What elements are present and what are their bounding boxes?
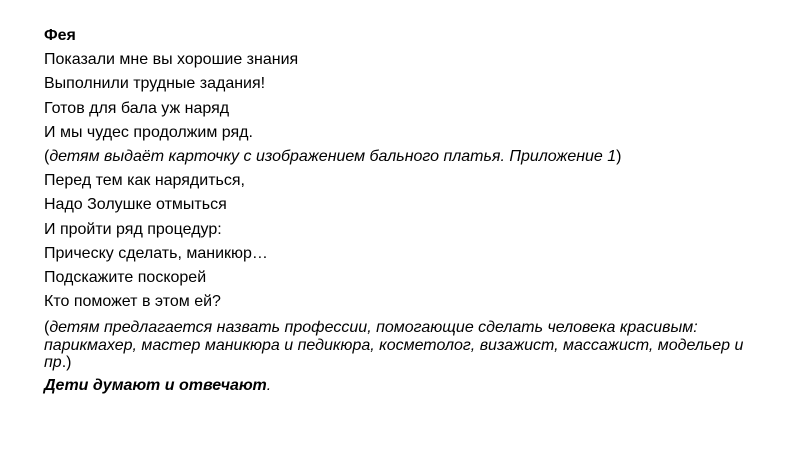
verse-line: Надо Золушке отмыться [44, 196, 227, 214]
verse-line: Показали мне вы хорошие знания [44, 51, 299, 69]
stage-direction-1 [44, 145, 764, 169]
verse-line: Готов для бала уж наряд [44, 99, 230, 117]
paren-close: .) [61, 354, 72, 372]
conclusion-line [44, 374, 764, 398]
conclusion-period: . [266, 377, 272, 395]
verse-line: Кто поможет в этом ей? [44, 293, 221, 311]
verse-line: Перед тем как нарядиться, [44, 172, 245, 190]
paren-open: ( [44, 319, 50, 337]
speaker-name: Фея [44, 27, 76, 44]
stage-direction-2 [44, 314, 764, 374]
verse-line: Прическу сделать, маникюр… [44, 244, 268, 262]
conclusion-text: Дети думают и отвечают [44, 377, 267, 395]
stage-direction-text: детям выдаёт карточку с изображением бального платья. Приложение 1 [49, 147, 617, 165]
verse-line: И пройти ряд процедур: [44, 220, 222, 238]
verse-line: И мы чудес продолжим ряд. [44, 123, 253, 141]
stage-direction-text: детям предлагается назвать профессии, помогающие сделать человека красивым: парикмахер, мастер маникюра и педикюра, косметолог, визажист, массажист, модельер и пр [44, 319, 744, 372]
verse-line: Выполнили трудные задания! [44, 75, 266, 93]
paren-close: ) [616, 147, 622, 165]
text-block [44, 24, 764, 398]
paren-open: ( [44, 147, 50, 165]
verse-line: Подскажите поскорей [44, 268, 207, 286]
